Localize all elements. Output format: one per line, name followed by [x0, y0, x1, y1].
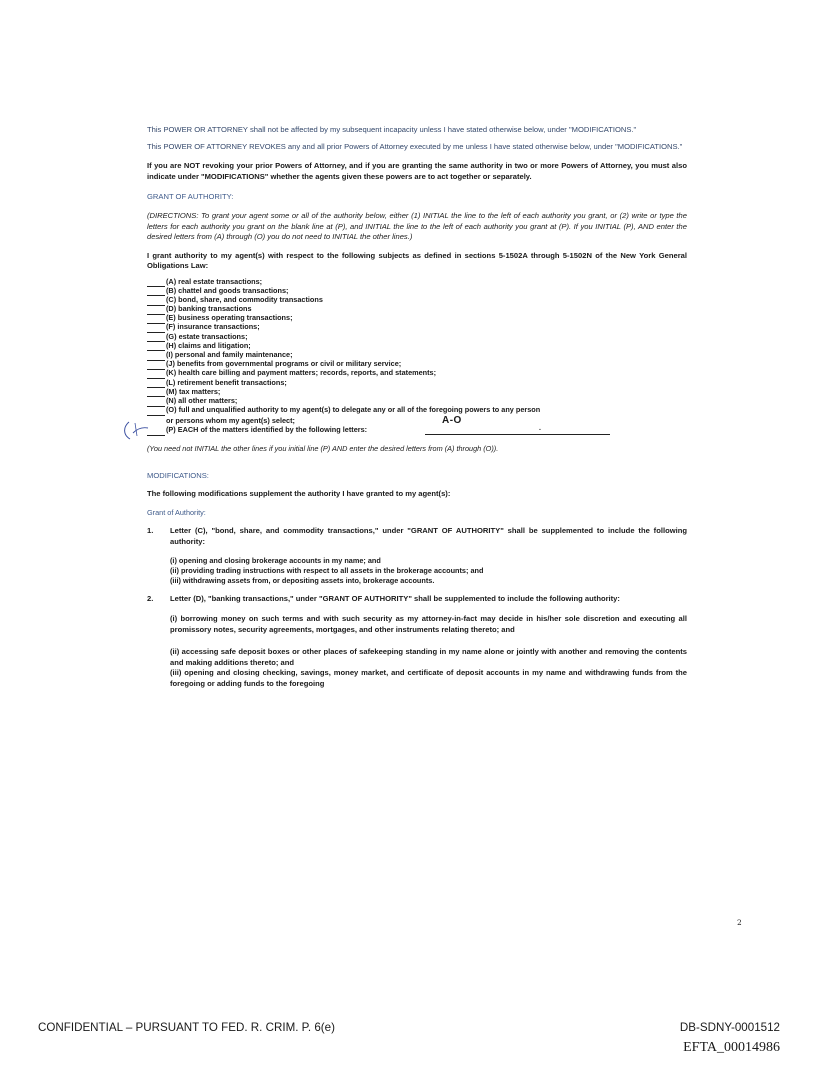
authority-item: (M) tax matters;: [147, 388, 687, 397]
confidential-footer: CONFIDENTIAL – PURSUANT TO FED. R. CRIM. P. 6(e): [38, 1021, 335, 1034]
item-2-sub-3: (iii) opening and closing checking, savings, money market, and certificate of deposit accounts in my name and withdrawing funds from the foregoing or adding funds to the foregoing: [170, 668, 687, 689]
item-2-sub-1: (i) borrowing money on such terms and with such security as my attorney-in-fact may decide in his/her sole discretion and executing all promissory notes, security agreements, mortgages, and other instruments relating thereto; and: [170, 614, 687, 634]
authority-item: (F) insurance transactions;: [147, 324, 687, 333]
item-2-sub-2: (ii) accessing safe deposit boxes or other places of safekeeping standing in my name alone or jointly with another and removing the contents and making additions thereto; and: [170, 647, 687, 667]
document-page: [147, 125, 687, 698]
grant-sub-heading: Grant of Authority:: [147, 507, 206, 517]
initial-line[interactable]: [147, 324, 165, 333]
authority-item: (J) benefits from governmental programs or civil or military service;: [147, 361, 687, 370]
modifications-intro: The following modifications supplement the authority I have granted to my agent(s):: [147, 489, 451, 499]
initial-line[interactable]: [147, 278, 165, 287]
authority-item: (I) personal and family maintenance;: [147, 351, 687, 360]
initial-line[interactable]: [147, 306, 165, 315]
item-1-sublist: [170, 556, 687, 586]
initial-note: (You need not INITIAL the other lines if you initial line (P) AND enter the desired letters from (A) through (O)).: [147, 443, 499, 453]
authority-item: (K) health care billing and payment matters; records, reports, and statements;: [147, 370, 687, 379]
authority-item: (D) banking transactions: [147, 306, 687, 315]
authority-list: [147, 278, 687, 436]
authority-item: (O) full and unqualified authority to my agent(s) to delegate any or all of the foregoing powers to any person: [147, 407, 687, 416]
initial-line[interactable]: [147, 342, 165, 351]
item-2-text: Letter (D), "banking transactions," under "GRANT OF AUTHORITY" shall be supplemented to include the following authority:: [170, 593, 620, 603]
grant-of-authority-heading: GRANT OF AUTHORITY:: [147, 192, 234, 202]
authority-item: (A) real estate transactions;: [147, 278, 687, 287]
initial-line[interactable]: [147, 407, 165, 416]
line-dot: .: [539, 425, 541, 433]
grant-intro: I grant authority to my agent(s) with respect to the following subjects as defined in sections 5-1502A through 5-1502N of the New York General Obligations Law:: [147, 250, 687, 271]
initial-line[interactable]: [147, 370, 165, 379]
initial-line[interactable]: [147, 379, 165, 388]
initial-line[interactable]: [147, 315, 165, 324]
initial-line[interactable]: [147, 297, 165, 306]
handwritten-initial-mark: [121, 419, 151, 441]
modification-item-1: 1. Letter (C), "bond, share, and commodity transactions," under "GRANT OF AUTHORITY" shall be supplemented to include the following authority: (i) opening and closing brokerage accounts in my name; and (ii) providing trading instructions with respect to all assets in the brokerage accounts; and (iii) withdrawing assets from, or depositing assets into, brokerage accounts.: [147, 526, 687, 585]
directions-paragraph: (DIRECTIONS: To grant your agent some or all of the authority below, either (1) INITIAL the line to the left of each authority you grant, or (2) write or type the letters for each authority you grant on the blank line at (P), and INITIAL the line to the left of each authority you grant at (P). If you INITIAL (P), AND enter the desired letters from (A) through (O) you do not need to INITIAL the other lines.): [147, 210, 687, 242]
initial-line[interactable]: [147, 388, 165, 397]
authority-item: (L) retirement benefit transactions;: [147, 379, 687, 388]
initial-line[interactable]: [147, 361, 165, 370]
letters-value: A-O: [442, 414, 462, 426]
initial-line[interactable]: [147, 333, 165, 342]
incapacity-paragraph: This POWER OR ATTORNEY shall not be affected by my subsequent incapacity unless I have stated otherwise below, under "MODIFICATIONS.": [147, 125, 637, 134]
revocation-paragraph: This POWER OF ATTORNEY REVOKES any and all prior Powers of Attorney executed by me unless I have stated otherwise below, under "MODIFICATIONS.": [147, 141, 683, 151]
initial-line[interactable]: [147, 398, 165, 407]
modification-item-2: 2. Letter (D), "banking transactions," under "GRANT OF AUTHORITY" shall be supplemented to include the following authority: (i) borrowing money on such terms and with such security as my attorney-in-fact may decide in his/her sole discretion and executing all promissory notes, security agreements, mortgages, and other instruments relating thereto; and (ii) accessing safe deposit boxes or other places of safekeeping standing in my name alone or jointly with another and removing the contents and making additions thereto; and (iii) opening and closing checking, savings, money market, and certificate of deposit accounts in my name and withdrawing funds from the foregoing or adding funds to the foregoing: [147, 593, 687, 689]
bates-number-2: EFTA_00014986: [683, 1040, 780, 1055]
bates-number-1: DB-SDNY-0001512: [679, 1021, 780, 1034]
authority-item: (C) bond, share, and commodity transactions: [147, 296, 687, 305]
authority-item: (H) claims and litigation;: [147, 342, 687, 351]
page-number: 2: [737, 918, 742, 927]
list-item: (ii) providing trading instructions with respect to all assets in the brokerage accounts; and: [170, 565, 484, 575]
authority-item: (G) estate transactions;: [147, 333, 687, 342]
authority-o-continuation: or persons whom my agent(s) select;: [166, 415, 295, 425]
authority-item: (B) chattel and goods transactions;: [147, 287, 687, 296]
initial-line[interactable]: [147, 287, 165, 296]
letters-line[interactable]: [425, 434, 610, 435]
authority-item-p: (P) EACH of the matters identified by the following letters: . A-O: [147, 425, 687, 436]
list-item: (i) opening and closing brokerage accounts in my name; and: [170, 555, 381, 565]
authority-item: (N) all other matters;: [147, 397, 687, 406]
item-1-text: Letter (C), "bond, share, and commodity transactions," under "GRANT OF AUTHORITY" shall be supplemented to include the following authority:: [170, 526, 687, 546]
list-item: (iii) withdrawing assets from, or depositing assets into, brokerage accounts.: [170, 575, 435, 585]
authority-item: (E) business operating transactions;: [147, 315, 687, 324]
modifications-heading: MODIFICATIONS:: [147, 470, 209, 480]
initial-line[interactable]: [147, 352, 165, 361]
prior-powers-paragraph: If you are NOT revoking your prior Powers of Attorney, and if you are granting the same authority in two or more Powers of Attorney, you must also indicate under "MODIFICATIONS" whether the agents given these powers are to act together or separately.: [147, 161, 687, 181]
